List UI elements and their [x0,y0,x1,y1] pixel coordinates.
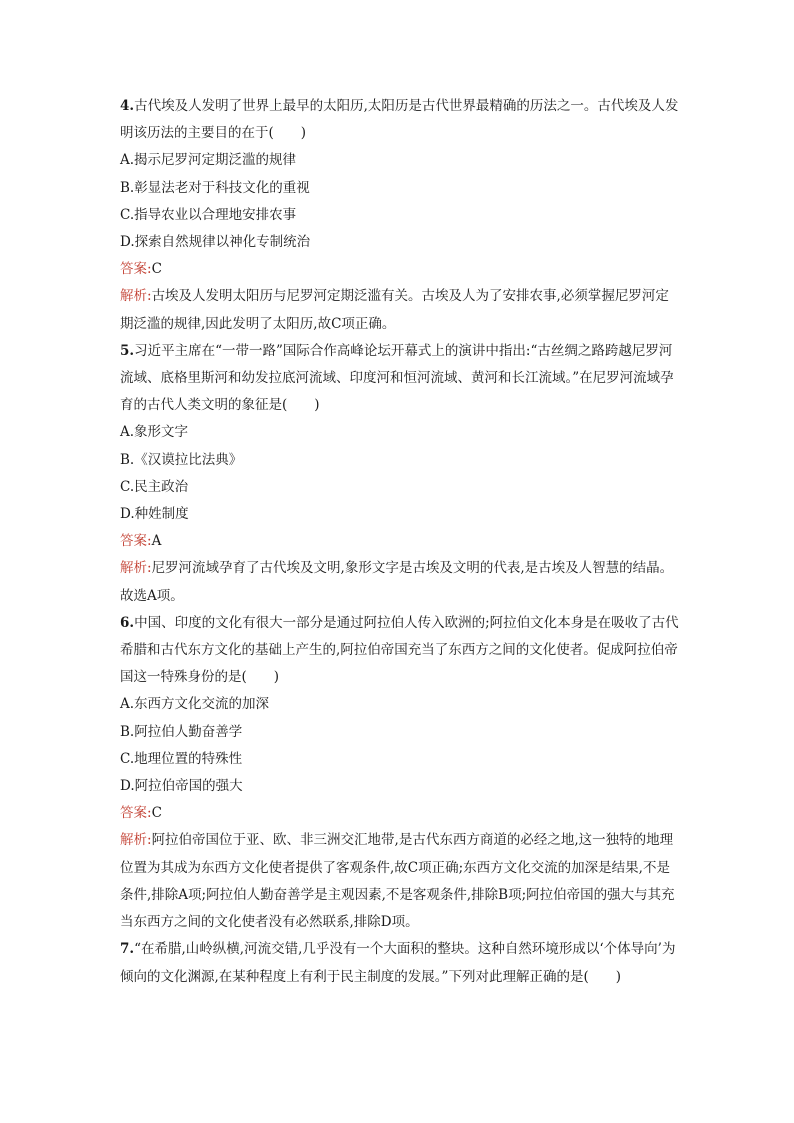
answer-label: 答案: [120,533,152,550]
document-page [120,93,680,991]
question-stem [120,936,680,990]
answer-value: C [151,261,162,278]
question-number: 7. [120,941,135,958]
question-number: 6. [120,614,135,631]
option-c: C.指导农业以合理地安排农事 [120,206,297,223]
question-7 [120,936,680,990]
question-stem [120,610,680,692]
option-b: B.阿拉伯人勤奋善学 [120,723,243,740]
question-text: 古代埃及人发明了世界上最早的太阳历,太阳历是古代世界最精确的历法之一。古代埃及人发明该历法的主要目的在于( ) [120,98,679,142]
option-d: D.阿拉伯帝国的强大 [120,778,243,795]
option-d: D.种姓制度 [120,506,189,523]
question-text: “在希腊,山岭纵横,河流交错,几乎没有一个大面积的整块。这种自然环境形成以‘个体导向’为倾向的文化渊源,在某种程度上有利于民主制度的发展。”下列对此理解正确的是( ) [120,941,676,985]
answer [120,528,680,555]
question-5 [120,338,680,610]
question-6 [120,610,680,936]
question-text: 中国、印度的文化有很大一部分是通过阿拉伯人传入欧洲的;阿拉伯文化本身是在吸收了古代希腊和古代东方文化的基础上产生的,阿拉伯帝国充当了东西方之间的文化使者。促成阿拉伯帝国这一特殊身份的是( ) [120,614,679,686]
option-c: C.民主政治 [120,478,189,495]
option-c: C.地理位置的特殊性 [120,750,243,767]
answer-label: 答案: [120,261,152,278]
option-b: B.《汉谟拉比法典》 [120,451,243,468]
analysis-text: 古埃及人发明太阳历与尼罗河定期泛滥有关。古埃及人为了安排农事,必须掌握尼罗河定期泛滥的规律,因此发明了太阳历,故C项正确。 [120,288,669,332]
question-4 [120,93,680,338]
analysis [120,283,680,337]
analysis [120,555,680,609]
question-stem [120,338,680,420]
analysis-label: 解析: [120,832,152,849]
analysis [120,827,680,936]
analysis-text: 阿拉伯帝国位于亚、欧、非三洲交汇地带,是古代东西方商道的必经之地,这一独特的地理位置为其成为东西方文化使者提供了客观条件,故C项正确;东西方文化交流的加深是结果,不是条件,排除A项;阿拉伯人勤奋善学是主观因素,不是客观条件,排除B项;阿拉伯帝国的强大与其充当东西方之间的文化使者没有必然联系,排除D项。 [120,832,675,931]
option-a: A.揭示尼罗河定期泛滥的规律 [120,152,297,169]
answer-value: A [151,533,162,550]
answer-value: C [151,805,162,822]
analysis-text: 尼罗河流域孕育了古代埃及文明,象形文字是古埃及文明的代表,是古埃及人智慧的结晶。故选A项。 [120,560,674,604]
analysis-label: 解析: [120,560,152,577]
answer-label: 答案: [120,805,152,822]
answer [120,800,680,827]
option-b: B.彰显法老对于科技文化的重视 [120,179,310,196]
answer [120,256,680,283]
option-d: D.探索自然规律以神化专制统治 [120,234,311,251]
question-number: 4. [120,98,135,114]
analysis-label: 解析: [120,288,152,305]
question-number: 5. [120,342,135,359]
question-text: 习近平主席在“一带一路”国际合作高峰论坛开幕式上的演讲中指出:“古丝绸之路跨越尼罗河流域、底格里斯河和幼发拉底河流域、印度河和恒河流域、黄河和长江流域。”在尼罗河流域孕育的古代人类文明的象征是( ) [120,342,674,414]
option-a: A.象形文字 [120,424,189,441]
option-a: A.东西方文化交流的加深 [120,696,270,713]
question-stem [120,93,680,147]
